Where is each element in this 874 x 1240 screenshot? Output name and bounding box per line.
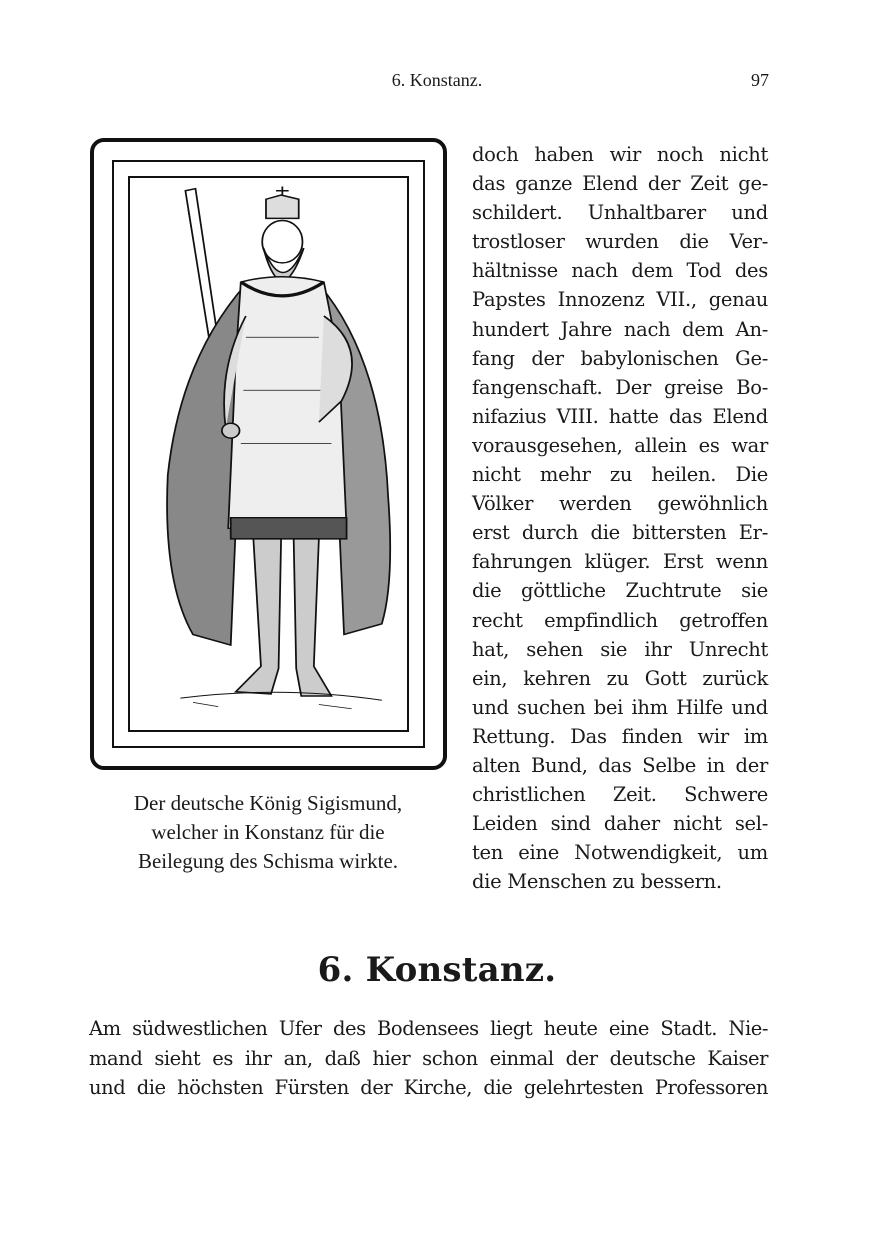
page-number: 97: [751, 70, 769, 90]
text-line: und die höchsten Fürsten der Kirche, die gelehrtesten Professoren: [89, 1076, 768, 1099]
text-line: Am südwestlichen Ufer des Bodensees liegt heute eine Stadt. Nie-: [89, 1017, 768, 1040]
running-title: 6. Konstanz.: [391, 70, 483, 90]
text-line: das ganze Elend der Zeit ge-: [472, 172, 768, 196]
text-line: erst durch die bittersten Er-: [472, 521, 768, 545]
caption-line: Beilegung des Schisma wirkte.: [137, 849, 399, 873]
text-line: alten Bund, das Selbe in der: [472, 753, 768, 777]
text-line: fang der babylonischen Ge-: [472, 346, 768, 370]
caption-line: Der deutsche König Sigismund,: [133, 791, 403, 815]
text-line: und suchen bei ihm Hilfe und: [472, 695, 768, 719]
text-line: vorausgesehen, allein es war: [472, 433, 768, 457]
figure-frame: [90, 138, 447, 770]
figure-picture: [128, 176, 409, 732]
text-line: doch haben wir noch nicht: [472, 143, 768, 166]
text-line: nifazius VIII. hatte das Elend: [472, 404, 768, 428]
text-line: nicht mehr zu heilen. Die: [472, 463, 768, 487]
text-line: christlichen Zeit. Schwere: [472, 783, 768, 807]
text-line: Leiden sind daher nicht sel-: [472, 812, 768, 836]
section-paragraph: [89, 1014, 768, 1103]
text-line: mand sieht es ihr an, daß hier schon einmal der deutsche Kaiser: [89, 1046, 768, 1070]
caption-line: welcher in Konstanz für die: [151, 820, 385, 844]
text-line: Papstes Innozenz VII., genau: [472, 288, 768, 312]
text-line: die göttliche Zuchtrute sie: [472, 579, 768, 603]
text-line: Völker werden gewöhnlich: [472, 492, 768, 516]
text-line: hältnisse nach dem Tod des: [472, 259, 768, 283]
text-line: Rettung. Das finden wir im: [472, 724, 768, 748]
running-head: [0, 70, 874, 94]
figure-caption: [88, 789, 448, 876]
text-line: trostloser wurden die Ver-: [472, 230, 768, 254]
text-line: recht empfindlich getroffen: [472, 608, 768, 632]
text-line: fahrungen klüger. Erst wenn: [472, 550, 768, 574]
text-line: ein, kehren zu Gott zurück: [472, 666, 768, 690]
king-engraving-illustration: [130, 178, 407, 730]
text-line: hundert Jahre nach dem An-: [472, 317, 768, 341]
text-line: die Menschen zu bessern.: [472, 870, 722, 894]
section-heading: 6. Konstanz.: [317, 950, 557, 990]
text-line: schildert. Unhaltbarer und: [472, 201, 768, 225]
text-line: fangenschaft. Der greise Bo-: [472, 375, 768, 399]
text-line: ten eine Notwendigkeit, um: [472, 841, 768, 865]
column-paragraph: [472, 140, 768, 896]
text-line: hat, sehen sie ihr Unrecht: [472, 637, 768, 661]
